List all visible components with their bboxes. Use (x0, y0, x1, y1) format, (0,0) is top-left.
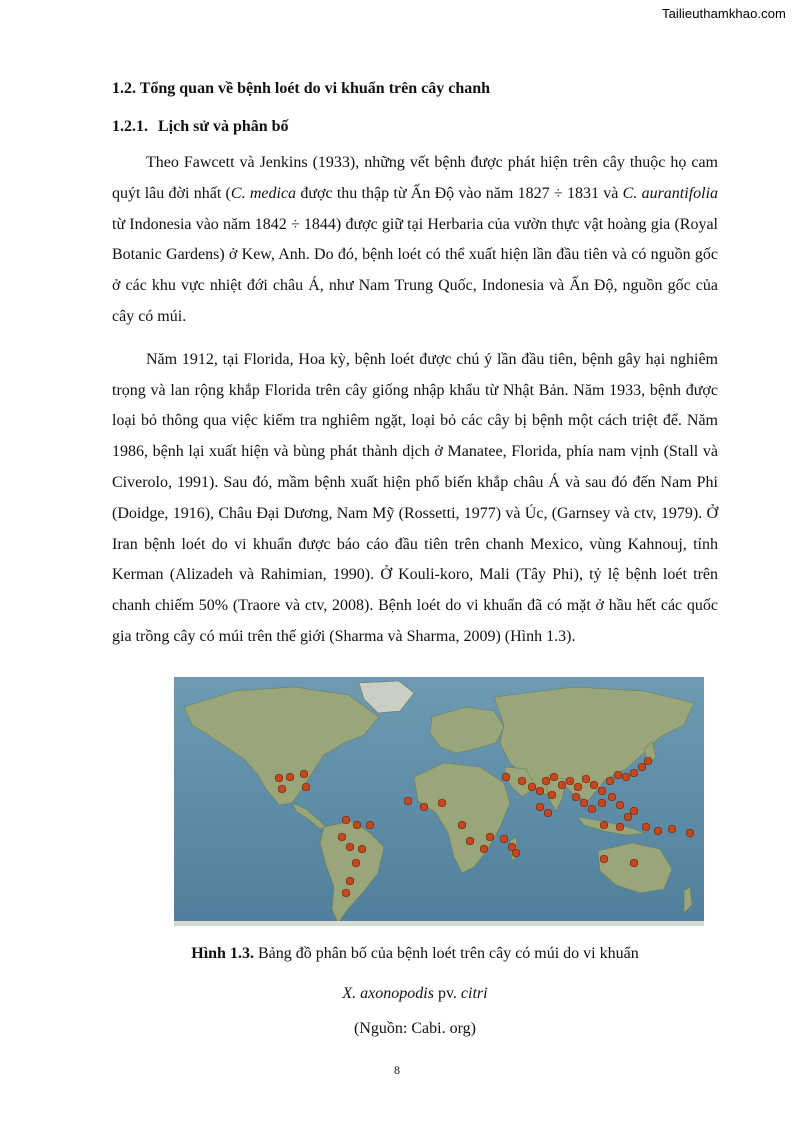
occurrence-marker (343, 817, 350, 824)
occurrence-marker (631, 860, 638, 867)
occurrence-marker (303, 784, 310, 791)
occurrence-marker (287, 774, 294, 781)
occurrence-marker (655, 828, 662, 835)
occurrence-marker (359, 846, 366, 853)
p1-species-1: C. medica (230, 184, 297, 202)
figure-title: Bảng đồ phân bố của bệnh loét trên cây có múi do vi khuẩn (253, 945, 639, 962)
p1-text-3: từ Indonesia vào năm 1842 ÷ 1844) được giữ tại Herbaria của vườn thực vật hoàng gia (Royal Botanic Gardens) ở Kew, Anh. Do đó, bệnh loét có thể xuất hiện lần đầu tiên và có nguồn gốc ở các khu vực nhiệt đới châu Á, như Nam Trung Quốc, Indonesia và Ấn Độ, nguồn gốc của cây có múi. (112, 215, 718, 325)
occurrence-marker (631, 808, 638, 815)
paragraph-spread: Năm 1912, tại Florida, Hoa kỳ, bệnh loét được chú ý lần đầu tiên, bệnh gây hại nghiêm trọng và lan rộng khắp Florida trên cây giống nhập khẩu từ Nhật Bản. Năm 1933, bệnh được loại bỏ thông qua việc kiểm tra nghiêm ngặt, loại bỏ các cây bị bệnh một cách triệt để. Năm 1986, bệnh lại xuất hiện và bùng phát thành dịch ở Manatee, Florida, phía nam vịnh (Stall và Civerolo, 1991). Sau đó, mầm bệnh xuất hiện phổ biến khắp châu Á và sau đó đến Nam Phi (Doidge, 1916), Châu Đại Dương, Nam Mỹ (Rossetti, 1977) và Úc, (Garnsey và ctv, 1979). Ở Iran bệnh loét do vi khuẩn được báo cáo đầu tiên trên chanh Mexico, vùng Kahnouj, tỉnh Kerman (Alizadeh và Rahimian, 1990). Ở Kouli-koro, Mali (Tây Phi), tỷ lệ bệnh loét trên chanh chiếm 50% (Traore và ctv, 2008). Bệnh loét do vi khuẩn đã có mặt ở hầu hết các quốc gia trồng cây có múi trên thế giới (Sharma và Sharma, 2009) (Hình 1.3). (112, 350, 718, 645)
occurrence-marker (354, 822, 361, 829)
land-antarctica (174, 921, 704, 926)
p1-text-2: được thu thập từ Ấn Độ vào năm 1827 ÷ 1831 và (296, 184, 623, 202)
occurrence-marker (645, 758, 652, 765)
occurrence-marker (625, 814, 632, 821)
occurrence-marker (279, 786, 286, 793)
paragraph-history (112, 148, 718, 333)
occurrence-marker (623, 774, 630, 781)
subsection-title: Lịch sử và phân bố (158, 118, 289, 135)
occurrence-marker (581, 800, 588, 807)
occurrence-marker (467, 838, 474, 845)
p1-species-2: C. aurantifolia (622, 184, 719, 202)
occurrence-marker (276, 775, 283, 782)
figure-source: (Nguồn: Cabi. org) (354, 1020, 476, 1037)
occurrence-marker (573, 794, 580, 801)
occurrence-marker (631, 770, 638, 777)
subsection-heading (112, 116, 718, 138)
occurrence-marker (601, 822, 608, 829)
subsection-number: 1.2.1. (112, 118, 148, 135)
occurrence-marker (643, 824, 650, 831)
page-number: 8 (394, 1063, 400, 1077)
occurrence-marker (591, 782, 598, 789)
occurrence-marker (367, 822, 374, 829)
occurrence-marker (353, 860, 360, 867)
occurrence-marker (639, 764, 646, 771)
occurrence-marker (347, 844, 354, 851)
occurrence-marker (583, 776, 590, 783)
occurrence-marker (617, 824, 624, 831)
occurrence-marker (405, 798, 412, 805)
occurrence-marker (487, 834, 494, 841)
world-distribution-map (174, 677, 704, 926)
occurrence-marker (575, 784, 582, 791)
occurrence-marker (439, 800, 446, 807)
occurrence-marker (609, 794, 616, 801)
figure-caption-title (112, 945, 718, 963)
map-image (174, 677, 704, 926)
occurrence-marker (549, 792, 556, 799)
figure-label: Hình 1.3. (191, 945, 254, 962)
watermark: Tailieuthamkhao.com (661, 6, 786, 21)
occurrence-marker (343, 890, 350, 897)
occurrence-marker (607, 778, 614, 785)
species-name-1: X. axonopodis (342, 985, 434, 1002)
occurrence-marker (543, 778, 550, 785)
species-name-2: citri (460, 985, 488, 1002)
p1-text-1: Theo Fawcett và Jenkins (1933), những vết bệnh được phát hiện trên cây thuộc họ cam quýt lâu đời nhất ( (112, 154, 718, 202)
occurrence-marker (589, 806, 596, 813)
occurrence-marker (559, 782, 566, 789)
occurrence-marker (599, 800, 606, 807)
occurrence-marker (501, 836, 508, 843)
species-pv: pv. (433, 985, 461, 1002)
occurrence-marker (599, 788, 606, 795)
occurrence-marker (617, 802, 624, 809)
occurrence-marker (615, 772, 622, 779)
occurrence-marker (347, 878, 354, 885)
section-heading: 1.2. Tổng quan về bệnh loét do vi khuẩn trên cây chanh (112, 80, 491, 97)
occurrence-marker (545, 810, 552, 817)
occurrence-marker (601, 856, 608, 863)
occurrence-marker (339, 834, 346, 841)
occurrence-marker (687, 830, 694, 837)
occurrence-marker (537, 804, 544, 811)
occurrence-marker (481, 846, 488, 853)
occurrence-marker (503, 774, 510, 781)
occurrence-marker (669, 826, 676, 833)
page-content (112, 72, 718, 653)
figure-caption-species (112, 985, 718, 1003)
occurrence-marker (567, 778, 574, 785)
occurrence-marker (421, 804, 428, 811)
occurrence-marker (301, 771, 308, 778)
occurrence-marker (537, 788, 544, 795)
occurrence-marker (529, 784, 536, 791)
occurrence-marker (551, 774, 558, 781)
occurrence-marker (459, 822, 466, 829)
occurrence-marker (513, 850, 520, 857)
occurrence-marker (519, 778, 526, 785)
